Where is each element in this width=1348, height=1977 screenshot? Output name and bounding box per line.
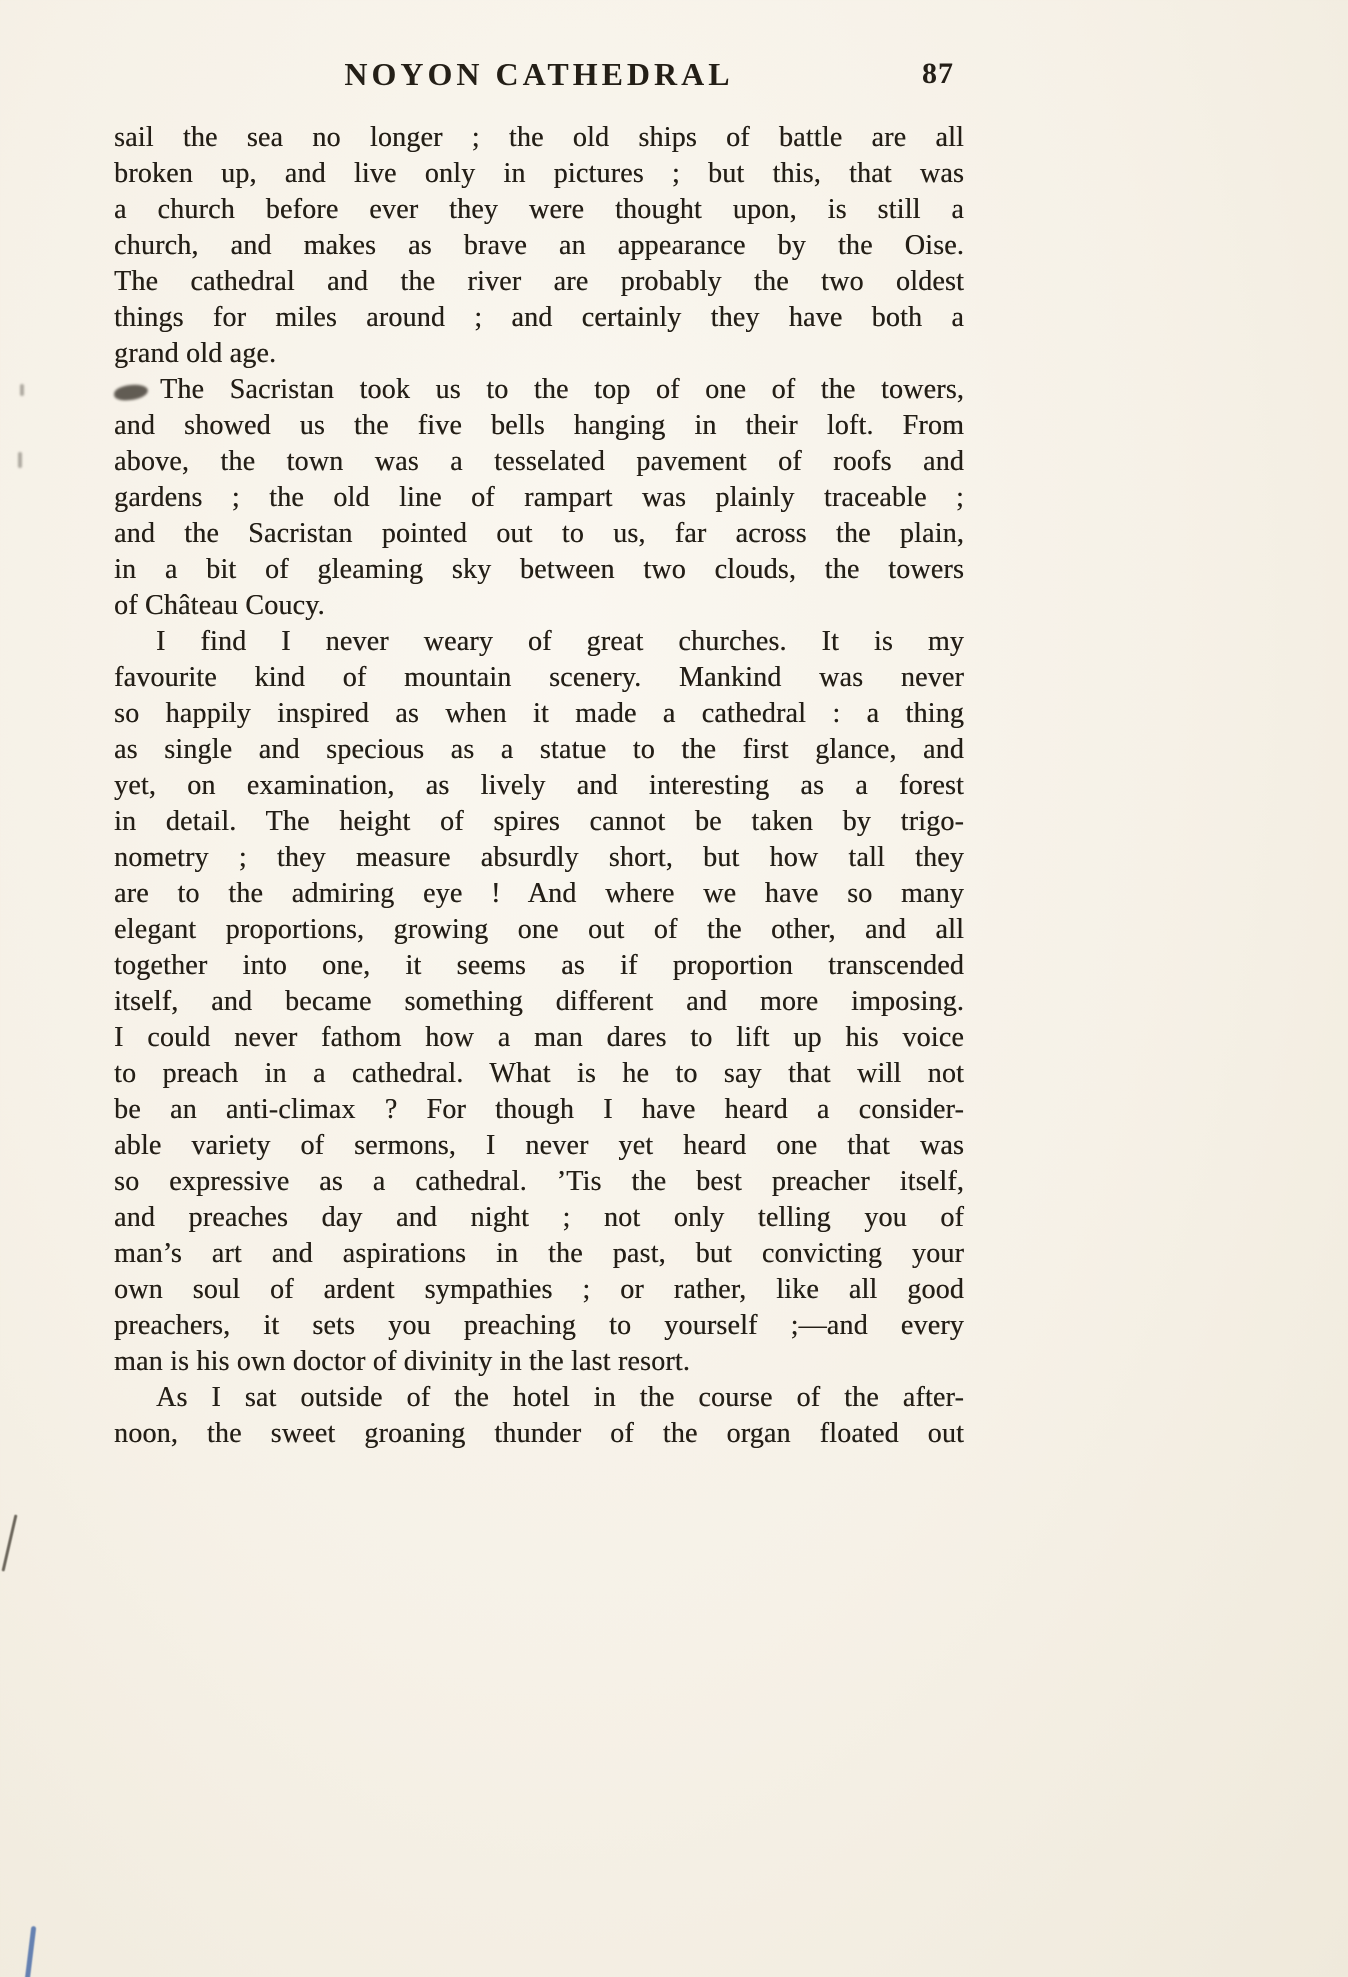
text-line: and preaches day and night ; not only telling you of: [114, 1202, 964, 1233]
text-line: so happily inspired as when it made a cathedral : a thing: [114, 698, 964, 729]
paragraph: [114, 1380, 964, 1452]
text-line: a church before ever they were thought upon, is still a: [114, 194, 964, 225]
text-line: broken up, and live only in pictures ; but this, that was: [114, 158, 964, 189]
paragraph: [114, 624, 964, 1380]
text-line: and showed us the five bells hanging in their loft. From: [114, 410, 964, 441]
text-line: so expressive as a cathedral. ’Tis the best preacher itself,: [114, 1166, 964, 1197]
text-line: nometry ; they measure absurdly short, but how tall they: [114, 842, 964, 873]
text-line: church, and makes as brave an appearance by the Oise.: [114, 230, 964, 261]
page-body: [114, 120, 964, 1452]
text-line: elegant proportions, growing one out of the other, and all: [114, 914, 964, 945]
text-line: sail the sea no longer ; the old ships of battle are all: [114, 122, 964, 153]
text-line: yet, on examination, as lively and interesting as a forest: [114, 770, 964, 801]
paragraph: [114, 120, 964, 372]
text-line: and the Sacristan pointed out to us, far across the plain,: [114, 518, 964, 549]
text-line: man’s art and aspirations in the past, but convicting your: [114, 1238, 964, 1269]
text-line: able variety of sermons, I never yet heard one that was: [114, 1130, 964, 1161]
margin-speck-artifact: [20, 384, 24, 396]
text-line: own soul of ardent sympathies ; or rather, like all good: [114, 1274, 964, 1305]
page-header: [114, 56, 964, 102]
text-line: are to the admiring eye ! And where we have so many: [114, 878, 964, 909]
text-line: As I sat outside of the hotel in the course of the after-: [156, 1382, 964, 1413]
blue-scan-mark-artifact: [25, 1926, 37, 1977]
text-line: preachers, it sets you preaching to yourself ;—and every: [114, 1310, 964, 1341]
text-line: be an anti-climax ? For though I have heard a consider-: [114, 1094, 964, 1125]
page-title: NOYON CATHEDRAL: [344, 56, 734, 92]
text-line: The Sacristan took us to the top of one of the towers,: [114, 372, 964, 408]
text-block: [114, 56, 964, 1452]
text-line: man is his own doctor of divinity in the last resort.: [114, 1346, 690, 1377]
text-line: noon, the sweet groaning thunder of the organ floated out: [114, 1418, 964, 1449]
text-line: favourite kind of mountain scenery. Mankind was never: [114, 662, 964, 693]
page-number: 87: [922, 57, 954, 90]
text-line: The cathedral and the river are probably the two oldest: [114, 266, 964, 297]
text-line: things for miles around ; and certainly they have both a: [114, 302, 964, 333]
paragraph: [114, 372, 964, 624]
ink-smudge-artifact: [114, 384, 149, 401]
text-line: in detail. The height of spires cannot be taken by trigo-: [114, 806, 964, 837]
text-line: gardens ; the old line of rampart was plainly traceable ;: [114, 482, 964, 513]
text-line: together into one, it seems as if proportion transcended: [114, 950, 964, 981]
text-line: I find I never weary of great churches. It is my: [156, 626, 964, 657]
pen-stroke-artifact: [2, 1514, 18, 1571]
text-line: I could never fathom how a man dares to lift up his voice: [114, 1022, 964, 1053]
text-line: grand old age.: [114, 338, 277, 369]
text-line: above, the town was a tesselated pavement of roofs and: [114, 446, 964, 477]
text-line: as single and specious as a statue to the first glance, and: [114, 734, 964, 765]
margin-speck-artifact: [18, 452, 22, 468]
text-line: of Château Coucy.: [114, 590, 325, 621]
text-line: to preach in a cathedral. What is he to say that will not: [114, 1058, 964, 1089]
text-line: itself, and became something different and more imposing.: [114, 986, 964, 1017]
text-line: in a bit of gleaming sky between two clouds, the towers: [114, 554, 964, 585]
